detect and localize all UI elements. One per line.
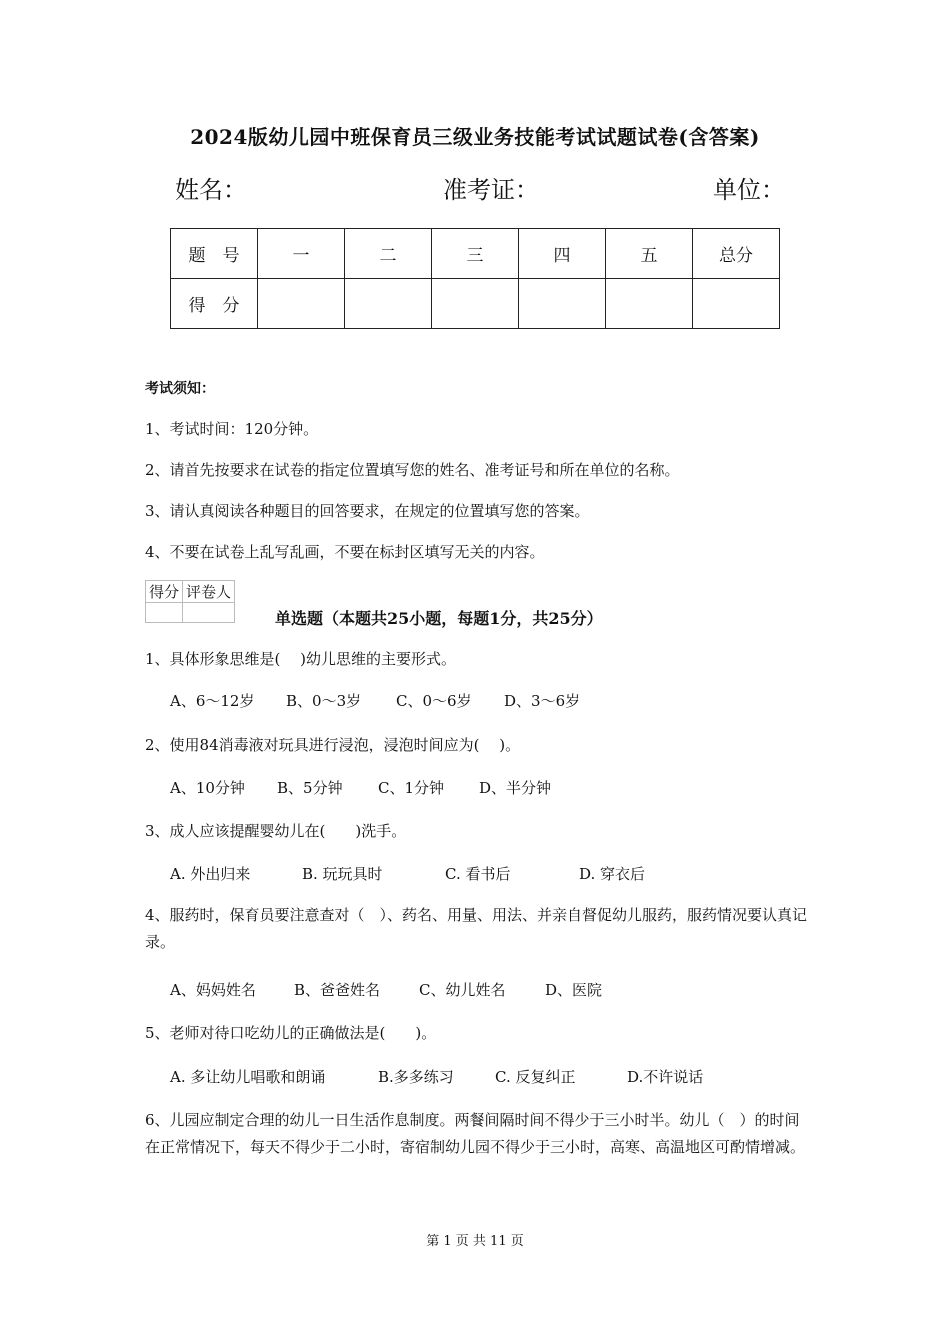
option-d: D.不许说话: [627, 1068, 704, 1086]
name-field-label: 姓名：: [175, 176, 247, 204]
option-d: D、半分钟: [479, 779, 552, 797]
score-cell-2: [345, 279, 432, 329]
score-table: [170, 228, 780, 329]
grader-name-label: 评卷人: [183, 581, 235, 603]
notice-item: 3、请认真阅读各种题目的回答要求，在规定的位置填写您的答案。: [145, 502, 590, 520]
score-header-3: 三: [432, 229, 519, 279]
option-d: D. 穿衣后: [579, 865, 646, 883]
candidate-fields: [175, 170, 785, 204]
option-b: B. 玩玩具时: [302, 865, 383, 883]
option-b: B、爸爸姓名: [294, 981, 381, 999]
option-b: B、5分钟: [277, 779, 343, 797]
question-stem: 2、使用84消毒液对玩具进行浸泡，浸泡时间应为( )。: [145, 736, 521, 754]
score-header-1: 一: [258, 229, 345, 279]
option-a: A、妈妈姓名: [170, 981, 256, 999]
page-footer: 第 1 页 共 11 页: [426, 1234, 524, 1249]
option-a: A、6～12岁: [170, 692, 255, 710]
question-stem: 6、儿园应制定合理的幼儿一日生活作息制度。两餐间隔时间不得少于三小时半。幼儿（ ）的时间在正常情况下，每天不得少于二小时，寄宿制幼儿园不得少于三小时，高寒、高温地区可酌情增减。: [145, 1111, 806, 1156]
option-a: A、10分钟: [170, 779, 245, 797]
grader-score-cell: [146, 603, 183, 623]
score-table-score-row: [171, 279, 780, 329]
question-options: [170, 1066, 810, 1088]
score-header-total: 总分: [693, 229, 780, 279]
notice-title: 考试须知：: [145, 381, 215, 397]
score-cell-total: [693, 279, 780, 329]
option-d: D、医院: [545, 981, 603, 999]
score-cell-3: [432, 279, 519, 329]
option-a: A. 外出归来: [170, 865, 251, 883]
score-table-header-row: [171, 229, 780, 279]
score-header-5: 五: [606, 229, 693, 279]
question-stem: 1、具体形象思维是( )幼儿思维的主要形式。: [145, 650, 457, 668]
option-c: C. 看书后: [445, 865, 511, 883]
question-options: [170, 690, 810, 712]
question-options: [170, 863, 810, 885]
score-header-2: 二: [345, 229, 432, 279]
option-c: C、幼儿姓名: [419, 981, 506, 999]
option-d: D、3～6岁: [504, 692, 581, 710]
document-title: 2024版幼儿园中班保育员三级业务技能考试试题试卷(含答案): [190, 125, 760, 149]
score-header-label: 题 号: [171, 229, 258, 279]
section-heading: 单选题（本题共25小题，每题1分，共25分）: [275, 609, 603, 628]
question-options: [170, 777, 810, 799]
option-a: A. 多让幼儿唱歌和朗诵: [170, 1068, 326, 1086]
grader-score-label: 得分: [146, 581, 183, 603]
question-stem: 3、成人应该提醒婴幼儿在( )洗手。: [145, 822, 407, 840]
score-cell-4: [519, 279, 606, 329]
unit-field-label: 单位：: [713, 176, 785, 204]
score-header-4: 四: [519, 229, 606, 279]
score-row-label: 得 分: [171, 279, 258, 329]
grader-table: [145, 580, 235, 623]
notice-item: 1、考试时间：120分钟。: [145, 420, 319, 438]
notice-item: 4、不要在试卷上乱写乱画，不要在标封区填写无关的内容。: [145, 543, 545, 561]
option-c: C、0～6岁: [396, 692, 472, 710]
option-c: C. 反复纠正: [495, 1068, 576, 1086]
option-b: B、0～3岁: [286, 692, 362, 710]
score-cell-5: [606, 279, 693, 329]
option-b: B.多多练习: [378, 1068, 454, 1086]
question-stem: 4、服药时，保育员要注意查对（ ）、药名、用量、用法、并亲自督促幼儿服药，服药情况要认真记录。: [145, 906, 808, 951]
exam-number-field-label: 准考证：: [443, 176, 539, 204]
grader-name-cell: [183, 603, 235, 623]
notice-item: 2、请首先按要求在试卷的指定位置填写您的姓名、准考证号和所在单位的名称。: [145, 461, 680, 479]
question-stem: 5、老师对待口吃幼儿的正确做法是( )。: [145, 1024, 437, 1042]
score-cell-1: [258, 279, 345, 329]
option-c: C、1分钟: [378, 779, 445, 797]
question-options: [170, 979, 810, 1001]
